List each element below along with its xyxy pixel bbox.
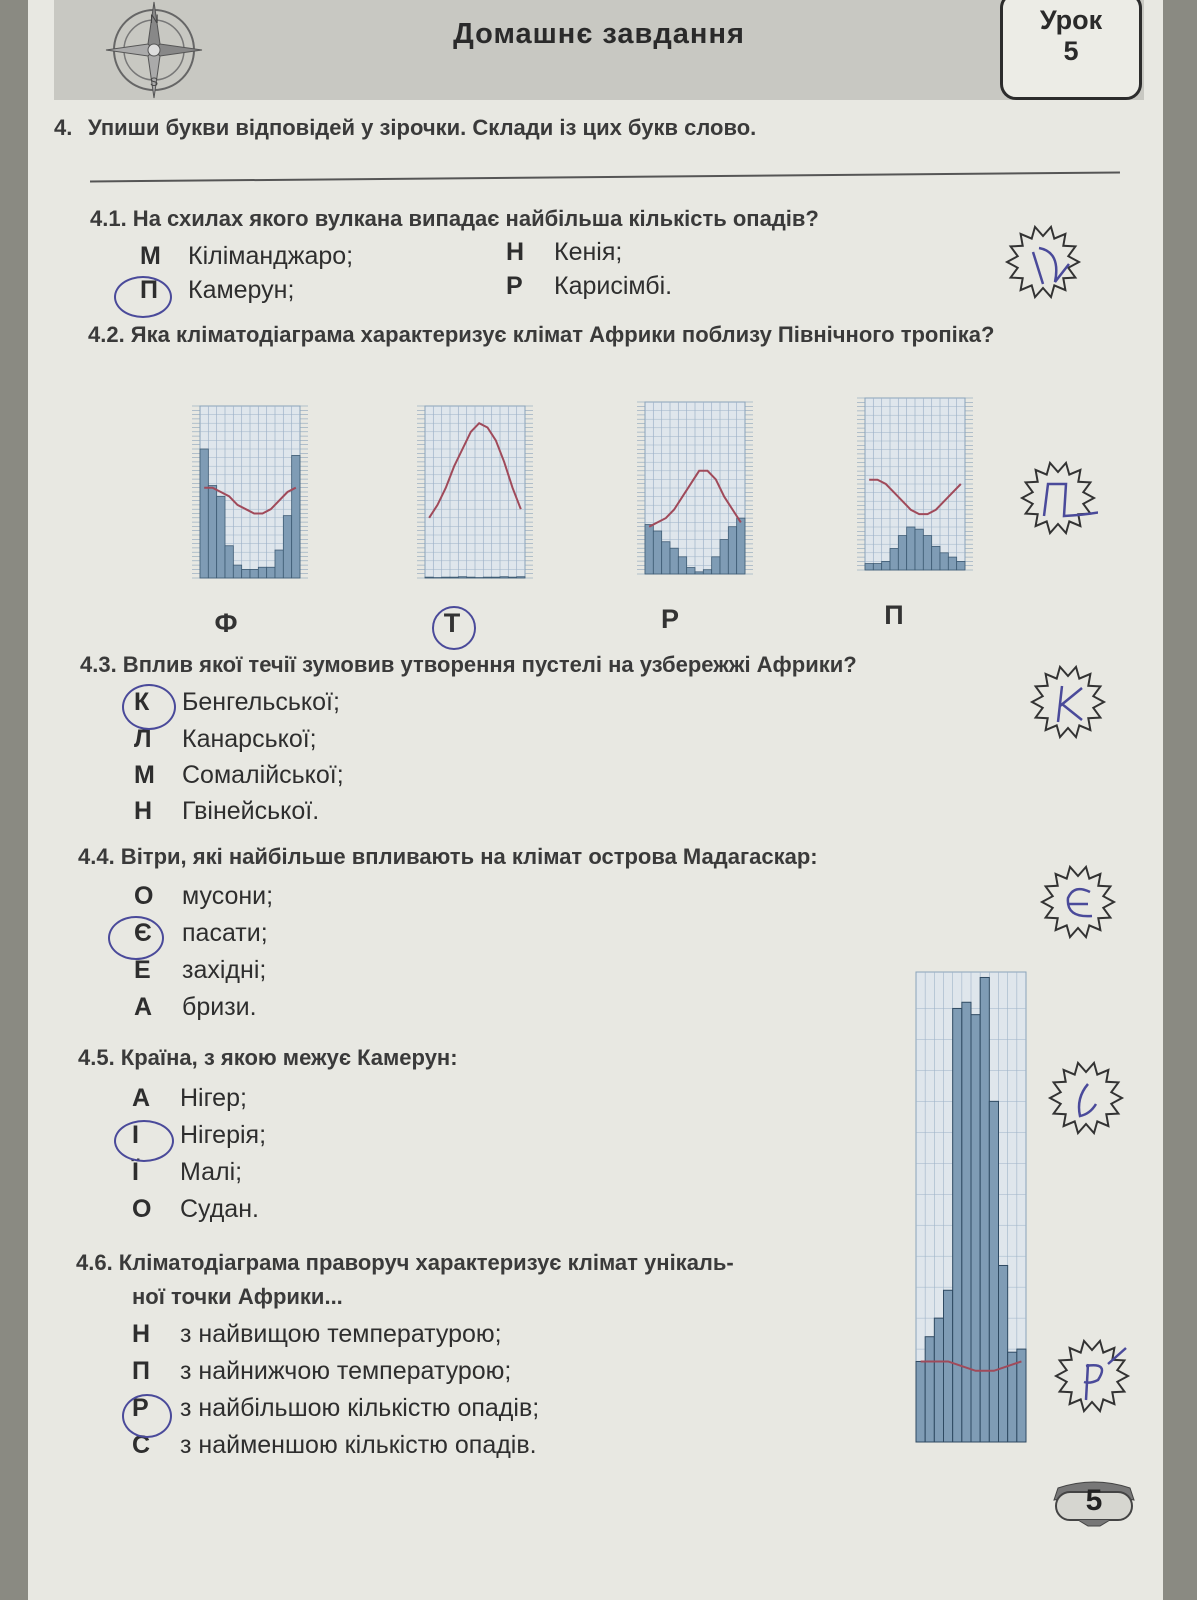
question-4-3: 4.3. Вплив якої течії зумовив утворення пустелі на узбережжі Африки? [80, 652, 857, 677]
option-letter: Ї [132, 1158, 139, 1186]
option-letter: Н [134, 797, 153, 825]
chart-letter-t: Т [443, 608, 461, 638]
question-4-6-line1: 4.6. Кліматодіаграма праворуч характеризує клімат унікаль- [76, 1250, 734, 1275]
option-letter: А [134, 993, 153, 1021]
precip-bar [242, 569, 250, 578]
page-number: 5 [1085, 1484, 1103, 1517]
option-4-5-yi[interactable] [132, 1158, 242, 1187]
precip-bar [467, 577, 475, 578]
lesson-badge [1000, 0, 1142, 100]
option-4-3-l[interactable] [134, 725, 317, 754]
precip-bar [948, 557, 956, 570]
answer-line[interactable] [90, 172, 1120, 183]
option-4-6-s[interactable] [132, 1431, 537, 1460]
chart-letter-p: П [884, 600, 904, 630]
question-4-5: 4.5. Країна, з якою межує Камерун: [78, 1045, 458, 1070]
precip-bar [492, 577, 500, 578]
option-letter: О [132, 1195, 152, 1223]
precip-bar [865, 564, 873, 570]
climate-chart-algiers [583, 358, 783, 608]
option-letter: О [134, 882, 154, 910]
chart-letter-r: Р [660, 604, 679, 634]
answer-star-icon[interactable] [1046, 1058, 1126, 1138]
option-4-4-a[interactable] [134, 993, 257, 1022]
precip-bar [517, 577, 525, 578]
option-letter: П [132, 1357, 150, 1385]
climate-chart-antananarivo [138, 362, 338, 612]
page-title: Домашнє завдання [453, 18, 745, 50]
option-text: Нігер; [180, 1084, 247, 1112]
precip-bar [267, 567, 275, 578]
precip-bar [200, 449, 208, 578]
answer-circle [122, 1394, 172, 1438]
precip-bar [907, 527, 915, 570]
precip-bar [662, 542, 670, 574]
precip-bar [953, 1008, 962, 1442]
option-text: бризи. [182, 993, 257, 1021]
precip-bar [442, 577, 450, 578]
option-4-1-r[interactable] [506, 272, 672, 301]
option-4-1-m[interactable] [140, 242, 353, 271]
page-number-badge [1048, 1478, 1140, 1528]
precip-bar [962, 1002, 971, 1442]
precip-bar [678, 557, 686, 574]
option-letter: М [134, 761, 155, 789]
chart-letter-f: Ф [214, 608, 238, 638]
precip-bar [450, 577, 458, 578]
option-4-6-r[interactable] [132, 1394, 539, 1423]
option-4-4-o[interactable] [134, 882, 273, 911]
option-text: Сомалійської; [182, 761, 344, 789]
option-text: Камерун; [188, 276, 295, 304]
precip-bar [915, 529, 923, 570]
precip-bar [737, 518, 745, 574]
option-text: мусони; [182, 882, 274, 910]
workbook-page [28, 0, 1163, 1600]
option-4-1-n[interactable] [506, 238, 622, 267]
precip-bar [292, 455, 300, 578]
option-letter: Є [134, 919, 152, 947]
option-letter: А [132, 1084, 151, 1112]
climate-chart-cape-town [803, 354, 1003, 604]
page-header [54, 0, 1144, 100]
precip-bar [258, 567, 266, 578]
precip-bar [980, 977, 989, 1442]
answer-star-icon[interactable] [1028, 662, 1108, 742]
compass-letter-north: N [150, 12, 159, 26]
option-letter: Е [134, 956, 151, 984]
option-letter: П [140, 276, 158, 304]
lesson-label: Урок [1039, 5, 1103, 35]
precip-bar [225, 546, 233, 578]
compass-letter-south: S [150, 75, 159, 89]
option-letter: Р [506, 272, 523, 300]
precip-bar [873, 564, 881, 570]
precip-bar [890, 549, 898, 571]
option-letter: С [132, 1431, 151, 1459]
precip-bar [458, 577, 466, 578]
option-4-6-p[interactable] [132, 1357, 511, 1386]
option-4-6-n[interactable] [132, 1320, 502, 1349]
option-4-4-e[interactable] [134, 956, 266, 985]
question-4-2: 4.2. Яка кліматодіаграма характеризує клімат Африки поблизу Північного тропіка? [88, 322, 995, 347]
option-text: Бенгельської; [182, 688, 340, 716]
answer-star-icon[interactable] [1052, 1336, 1132, 1416]
option-text: Карисімбі. [554, 272, 673, 300]
answer-circle [108, 916, 164, 960]
task-4-text: Упиши букви відповідей у зірочки. Склади із цих букв слово. [88, 115, 757, 140]
precip-bar [508, 577, 516, 578]
option-text: Кіліманджаро; [188, 242, 354, 270]
precip-bar [695, 572, 703, 574]
answer-circle [122, 684, 176, 730]
answer-circle [114, 276, 172, 318]
precip-bar [720, 540, 728, 574]
option-text: пасати; [182, 919, 268, 947]
option-4-5-a[interactable] [132, 1084, 247, 1113]
precip-bar [500, 577, 508, 578]
question-4-6-line2: ної точки Африки... [132, 1284, 343, 1309]
precip-bar [645, 525, 653, 574]
option-4-3-m[interactable] [134, 761, 344, 790]
option-text: з найменшою кількістю опадів. [180, 1431, 537, 1459]
precip-bar [934, 1318, 943, 1442]
precip-bar [208, 486, 216, 578]
precip-bar [999, 1265, 1008, 1442]
option-text: з найнижчою температурою; [180, 1357, 512, 1385]
precip-bar [670, 548, 678, 574]
compass-icon [94, 0, 214, 110]
question-4-1: 4.1. На схилах якого вулкана випадає найбільша кількість опадів? [90, 206, 819, 231]
precip-bar [687, 568, 695, 574]
precip-bar [916, 1361, 925, 1442]
answer-star-icon[interactable] [1038, 862, 1118, 942]
option-text: Судан. [180, 1195, 259, 1223]
option-text: Канарської; [182, 725, 317, 753]
option-letter: М [140, 242, 161, 270]
precip-bar [932, 546, 940, 570]
option-4-5-o[interactable] [132, 1195, 259, 1224]
precip-bar [653, 531, 661, 574]
precip-bar [233, 565, 241, 578]
precip-bar [923, 536, 931, 570]
option-letter: Л [134, 725, 152, 753]
precip-bar [925, 1337, 934, 1442]
answer-circle [114, 1120, 174, 1162]
precip-bar [944, 1290, 953, 1442]
answer-star-icon[interactable] [1018, 458, 1098, 538]
precip-bar [971, 1015, 980, 1442]
precip-bar [957, 561, 965, 570]
precip-bar [898, 536, 906, 570]
precip-bar [703, 570, 711, 574]
option-4-3-n[interactable] [134, 797, 319, 826]
precip-bar [250, 569, 258, 578]
climate-chart-djanet [363, 362, 563, 612]
option-text: західні; [182, 956, 267, 984]
precip-bar [283, 516, 291, 578]
answer-circle [432, 606, 476, 650]
option-text: Малі; [180, 1158, 243, 1186]
precip-bar [728, 527, 736, 574]
task-4-heading [54, 115, 756, 141]
option-text: з найвищою температурою; [180, 1320, 502, 1348]
option-letter: К [134, 688, 150, 716]
question-4-4: 4.4. Вітри, які найбільше впливають на клімат острова Мадагаскар: [78, 844, 818, 869]
climate-chart-debundzha [836, 860, 1056, 1500]
task-4-number: 4. [54, 115, 73, 140]
precip-bar [483, 577, 491, 578]
option-text: Гвінейської. [182, 797, 320, 825]
precip-bar [882, 561, 890, 570]
option-letter: І [132, 1121, 139, 1149]
option-letter: Н [132, 1320, 151, 1348]
precip-bar [989, 1101, 998, 1442]
option-letter: Р [132, 1394, 149, 1422]
precip-bar [217, 496, 225, 578]
option-text: Нігерія; [180, 1121, 267, 1149]
lesson-number: 5 [1063, 36, 1079, 66]
precip-bar [425, 577, 433, 578]
answer-star-icon[interactable] [1003, 222, 1083, 302]
precip-bar [275, 550, 283, 578]
precip-bar [712, 557, 720, 574]
precip-bar [940, 553, 948, 570]
option-text: з найбільшою кількістю опадів; [180, 1394, 540, 1422]
option-text: Кенія; [554, 238, 623, 266]
option-letter: Н [506, 238, 525, 266]
